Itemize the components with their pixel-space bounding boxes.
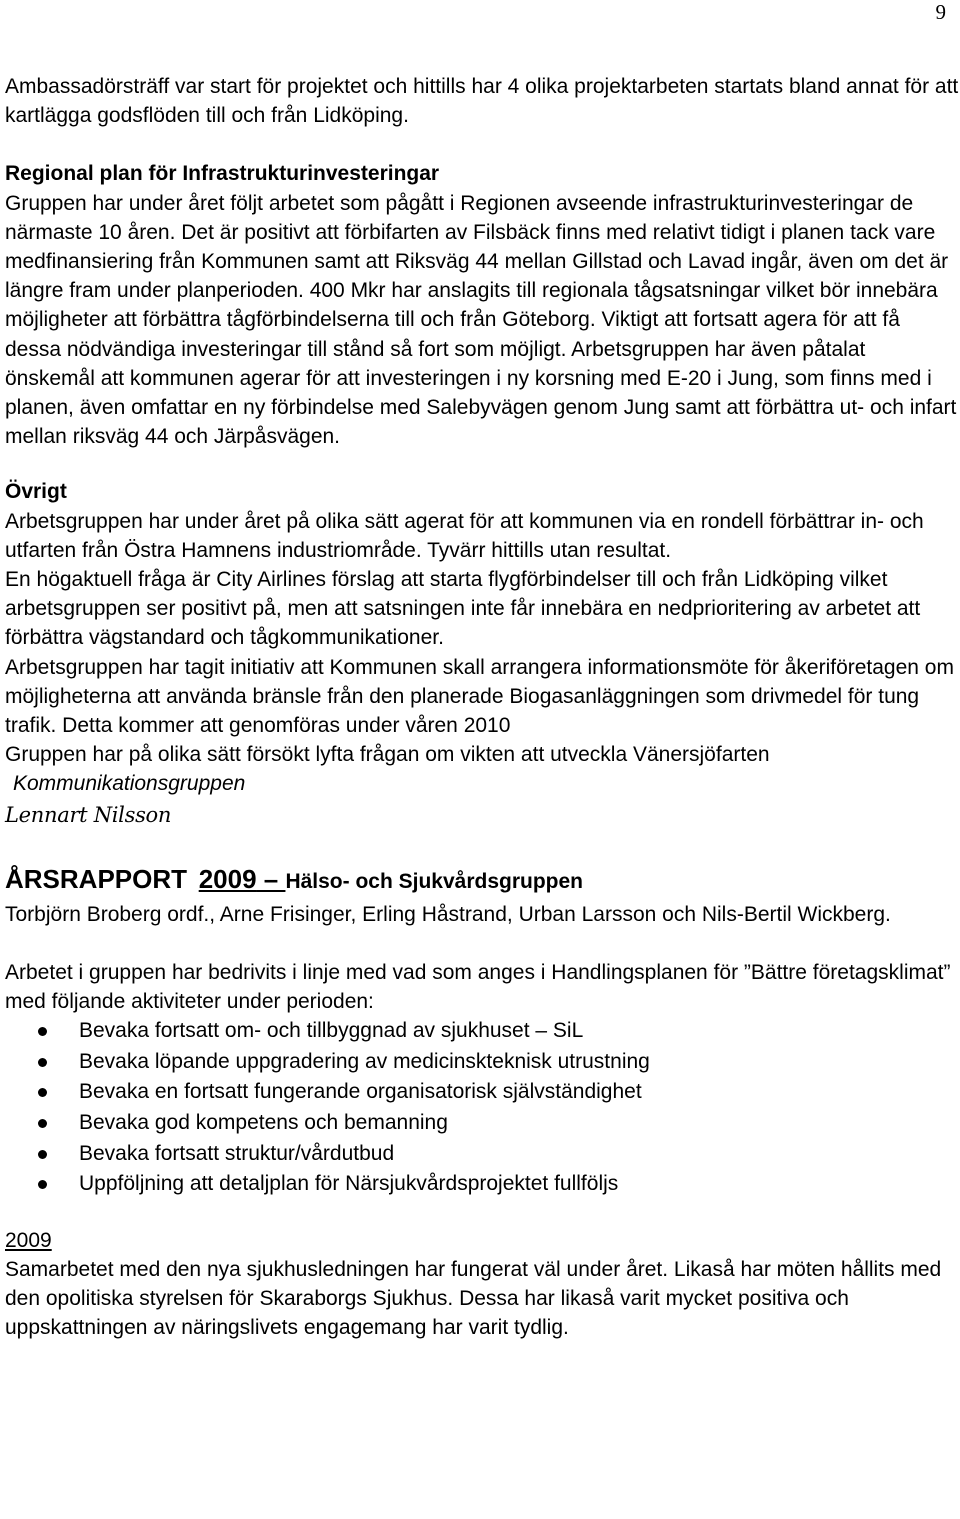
infra-paragraph: Gruppen har under året följt arbetet som pågått i Regionen avseende infrastrukturinvesteringar de närmaste 10 åren. Det är positivt att förbifarten av Filsbäck finns med relativt tidigt i planen tack vare medfinansiering från Kommunen samt att Riksväg 44 mellan Gillstad och Lavad ingår, även om det är längre fram under planperioden. 400 Mkr har anslagits till regionala tågsatsningar vilket bör innebära möjligheter att förbättra tågförbindelserna till och från Göteborg. Viktigt att fortsatt agera för att få dessa nödvändiga investeringar till stånd så fort som möjligt. Arbetsgruppen har även påtalat önskemål att kommunen agerar för att investeringen i ny korsning med E-20 i Jung, som finns med i planen, även omfattar en ny förbindelse med Salebyvägen genom Jung samt att förbättra ut- och infart mellan riksväg 44 och Järpåsvägen. bbox=[5, 191, 957, 449]
bullet-icon bbox=[38, 1150, 47, 1159]
ovrigt-paragraph-1: Arbetsgruppen har under året på olika sätt agerat för att kommunen via en rondell förbättrar in- och utfarten från Östra Hamnens industriområde. Tyvärr hittills utan resultat. bbox=[5, 509, 924, 562]
report-title-year: 2009 bbox=[198, 863, 257, 894]
list-item: Bevaka fortsatt om- och tillbyggnad av sjukhuset – SiL bbox=[5, 1016, 960, 1047]
report-title: ÅRSRAPPORT 2009 – Hälso- och Sjukvårdsgruppen bbox=[5, 863, 584, 894]
year-paragraph: Samarbetet med den nya sjukhusledningen har fungerat väl under året. Likaså har möten hållits med den opolitiska styrelsen för Skaraborgs Sjukhus. Dessa har likaså varit mycket positiva och uppskattningen av näringslivets engagemang har varit tydlig. bbox=[5, 1258, 942, 1340]
spacer bbox=[5, 451, 960, 477]
bullet-icon bbox=[38, 1180, 47, 1189]
list-item: Bevaka god kompetens och bemanning bbox=[5, 1108, 960, 1139]
report-intro: Arbetet i gruppen har bedrivits i linje med vad som anges i Handlingsplanen för ”Bättre företagsklimat” med följande aktiviteter under perioden: bbox=[5, 960, 951, 1014]
intro-paragraph: Ambassadörsträff var start för projektet och hittills har 4 olika projektarbeten startats bland annat för att kartlägga godsflöden till och från Lidköping. bbox=[5, 75, 959, 128]
bullet-icon bbox=[38, 1058, 47, 1067]
report-title-prefix: ÅRSRAPPORT bbox=[5, 863, 188, 894]
activity-list bbox=[5, 1016, 960, 1200]
spacer bbox=[5, 130, 960, 159]
report-members: Torbjörn Broberg ordf., Arne Frisinger, Erling Håstrand, Urban Larsson och Nils-Bertil Wickberg. bbox=[5, 902, 891, 926]
infra-heading: Regional plan för Infrastrukturinvesteringar bbox=[5, 162, 440, 186]
group-name: Kommunikationsgruppen bbox=[13, 772, 246, 796]
document-body bbox=[5, 72, 960, 1343]
list-item: Bevaka en fortsatt fungerande organisatorisk självständighet bbox=[5, 1077, 960, 1108]
signature: Lennart Nilsson bbox=[5, 802, 172, 827]
list-item: Bevaka löpande uppgradering av medicinskteknisk utrustning bbox=[5, 1047, 960, 1078]
bullet-icon bbox=[38, 1119, 47, 1128]
spacer bbox=[5, 929, 960, 958]
ovrigt-paragraph-4: Gruppen har på olika sätt försökt lyfta frågan om vikten att utveckla Vänersjöfarten bbox=[5, 743, 770, 767]
ovrigt-paragraph-3: Arbetsgruppen har tagit initiativ att Kommunen skall arrangera informationsmöte för åkeriföretagen om möjligheterna att använda bränsle från den planerade Biogasanläggningen som drivmedel för tung trafik. Detta kommer att genomföras under våren 2010 bbox=[5, 655, 954, 738]
year-heading: 2009 bbox=[5, 1228, 52, 1252]
page-number: 9 bbox=[935, 0, 946, 24]
ovrigt-heading: Övrigt bbox=[5, 480, 67, 504]
spacer bbox=[5, 1200, 960, 1226]
list-item: Bevaka fortsatt struktur/vårdutbud bbox=[5, 1139, 960, 1170]
report-title-group: Hälso- och Sjukvårdsgruppen bbox=[285, 869, 584, 893]
bullet-icon bbox=[38, 1027, 47, 1036]
list-item: Uppföljning att detaljplan för Närsjukvårdsprojektet fullföljs bbox=[5, 1169, 960, 1200]
bullet-icon bbox=[38, 1088, 47, 1097]
ovrigt-paragraph-2: En högaktuell fråga är City Airlines förslag att starta flygförbindelser till och från Lidköping vilket arbetsgruppen ser positivt på, men att satsningen inte får innebära en nedprioritering av arbetet att förbättra vägstandard och tågkommunikationer. bbox=[5, 568, 921, 650]
